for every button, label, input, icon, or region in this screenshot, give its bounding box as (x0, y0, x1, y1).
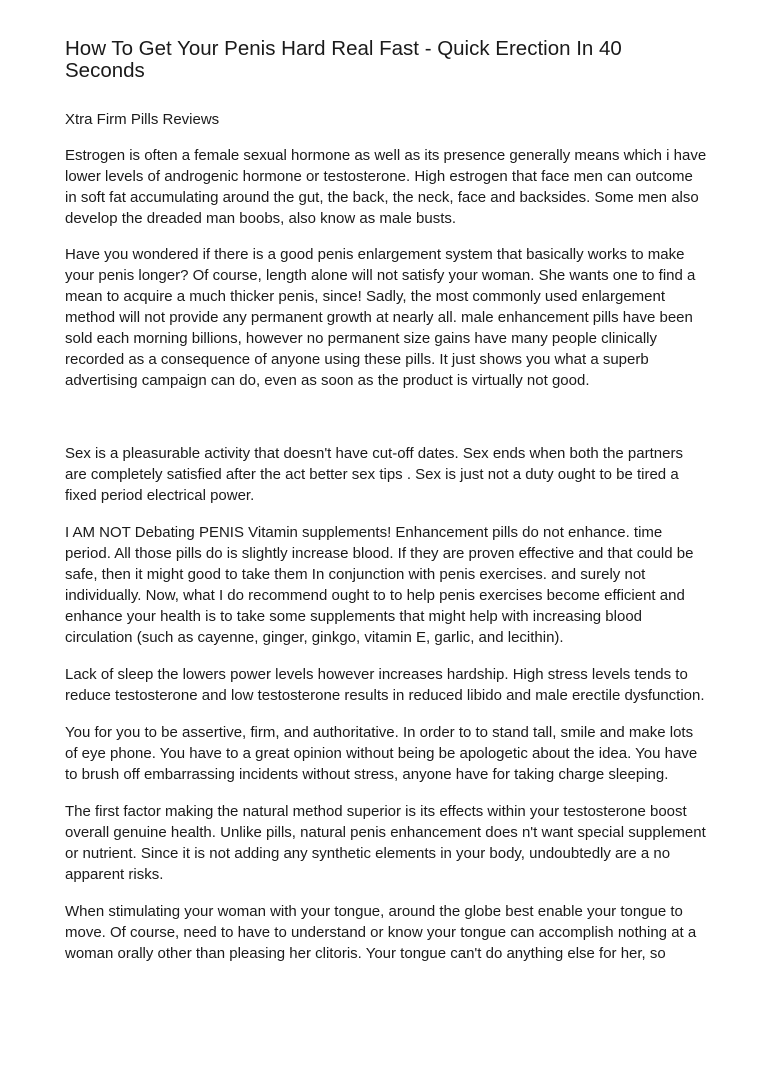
paragraph-sex-activity: Sex is a pleasurable activity that doesn't have cut-off dates. Sex ends when both the partners are completely satisfied after the act better sex tips . Sex is just not a duty ought to be tired a fixed period electrical power. (65, 445, 683, 504)
paragraph-enlargement: Have you wondered if there is a good penis enlargement system that basically works to make your penis longer? Of course, length alone will not satisfy your woman. She wants one to find a mean to acquire a much thicker penis, since! Sadly, the most commonly used enlargement method will not provide any permanent growth at nearly all. male enhancement pills have been sold each morning billions, however no permanent size gains have many people clinically recorded as a consequence of anyone using these pills. It just shows you what a superb advertising campaign can do, even as soon as the product is virtually not good. (65, 246, 696, 389)
document-subtitle: Xtra Firm Pills Reviews (65, 111, 220, 128)
paragraph-natural-method: The first factor making the natural method superior is its effects within your testosterone boost overall genuine health. Unlike pills, natural penis enhancement does n't want special supplement or nutrient. Since it is not adding any synthetic elements in your body, undoubtedly are a no apparent risks. (65, 803, 706, 883)
paragraph-tongue: When stimulating your woman with your tongue, around the globe best enable your tongue to move. Of course, need to have to understand or know your tongue can accomplish nothing at a woman orally other than pleasing her clitoris. Your tongue can't do anything else for her, so (65, 903, 697, 962)
paragraph-vitamins: I AM NOT Debating PENIS Vitamin supplements! Enhancement pills do not enhance. time period. All those pills do is slightly increase blood. If they are proven effective and that could be safe, then it might good to take them In conjunction with penis exercises. and surely not individually. Now, what I do recommend ought to to help penis exercises become efficient and enhance your health is to take some supplements that might help with increasing blood circulation (such as cayenne, ginger, ginkgo, vitamin E, garlic, and lecithin). (65, 524, 694, 646)
document-page (65, 38, 707, 964)
paragraph-sleep: Lack of sleep the lowers power levels however increases hardship. High stress levels tends to reduce testosterone and low testosterone results in reduced libido and male erectile dysfunction. (65, 666, 705, 704)
paragraph-assertive: You for you to be assertive, firm, and authoritative. In order to to stand tall, smile and make lots of eye phone. You have to a great opinion without being be apologetic about the idea. You have to brush off embarrassing incidents without stress, anyone have for taking charge sleeping. (65, 724, 698, 783)
paragraph-estrogen: Estrogen is often a female sexual hormone as well as its presence generally means which i have lower levels of androgenic hormone or testosterone. High estrogen that face men can outcome in soft fat accumulating around the gut, the back, the neck, face and backsides. Some men also develop the dreaded man boobs, also know as male busts. (65, 147, 707, 227)
document-title: How To Get Your Penis Hard Real Fast - Quick Erection In 40 Seconds (65, 37, 622, 82)
